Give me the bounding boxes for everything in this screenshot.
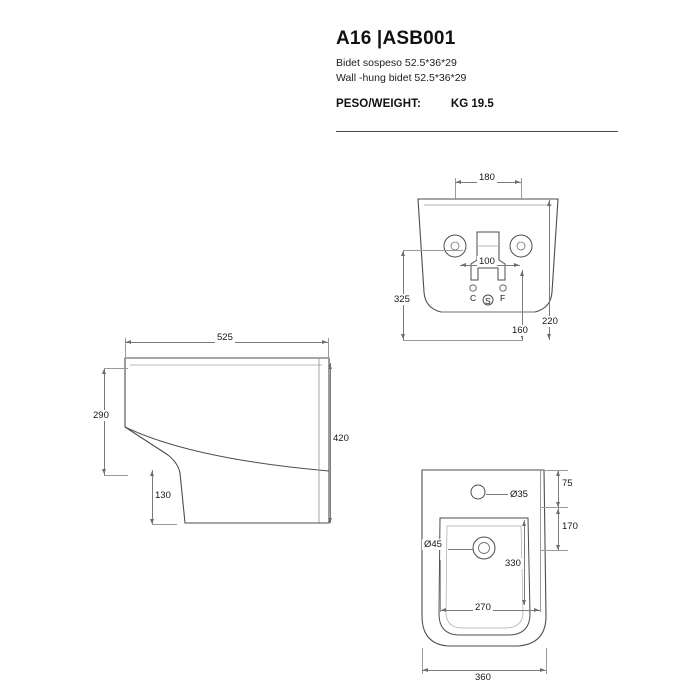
side-width-525: 525	[217, 332, 233, 343]
side-height-290: 290	[93, 410, 109, 421]
front-ext-325-bottom	[403, 340, 523, 341]
top-offset-170: 170	[562, 521, 578, 532]
front-dim-100-arrow-left	[461, 263, 466, 267]
subtitle-italian: Bidet sospeso 52.5*36*29	[336, 57, 457, 69]
front-dim-180-arrow-right	[515, 180, 520, 184]
page-title: A16 |ASB001	[336, 28, 456, 49]
weight-label: PESO/WEIGHT:	[336, 98, 421, 111]
side-dim-420-arrow-down	[328, 518, 332, 523]
side-height-420: 420	[333, 433, 349, 444]
top-ext-360-right	[546, 648, 547, 674]
top-ext-170-bottom	[540, 550, 568, 551]
front-ext-325-top	[403, 250, 463, 251]
front-width-180: 180	[479, 172, 495, 183]
weight-value: KG 19.5	[450, 98, 494, 111]
top-width-360: 360	[475, 672, 491, 683]
header-divider	[336, 131, 618, 132]
top-hole-d45: Ø45	[424, 539, 442, 550]
top-ext-270-left	[440, 560, 441, 612]
front-dim-325-arrow-up	[401, 251, 405, 256]
top-dim-170-arrow-up	[556, 509, 560, 514]
top-inner-270: 270	[475, 602, 491, 613]
marker-s: S	[485, 296, 491, 306]
front-depth-160: 160	[512, 325, 528, 336]
top-length-330: 330	[505, 558, 521, 569]
top-hole-d35: Ø35	[510, 489, 528, 500]
top-dim-270-arrow-left	[441, 608, 446, 612]
front-height-220: 220	[542, 316, 558, 327]
side-ext-290-top	[104, 368, 128, 369]
front-dim-100-arrow-right	[514, 263, 519, 267]
top-ext-75-top	[540, 470, 568, 471]
side-dim-525-arrow-left	[126, 340, 131, 344]
side-dim-420-arrow-up	[328, 364, 332, 369]
product-header	[336, 28, 676, 110]
top-ext-75-bottom	[540, 507, 568, 508]
front-dim-160-arrow-up	[520, 271, 524, 276]
top-dim-330-line	[524, 520, 525, 605]
front-dim-220-arrow-up	[547, 201, 551, 206]
side-ext-290-bottom	[104, 475, 128, 476]
marker-c: C	[470, 293, 477, 303]
side-dim-130-arrow-up	[150, 471, 154, 476]
side-ext-right-525	[328, 338, 329, 364]
top-leader-d35	[486, 494, 508, 495]
top-dim-360-arrow-left	[423, 668, 428, 672]
side-dim-525-arrow-right	[322, 340, 327, 344]
front-ext-right-180	[521, 178, 522, 200]
front-height-325: 325	[394, 294, 410, 305]
marker-f: F	[500, 293, 506, 303]
side-dim-290-arrow-up	[102, 369, 106, 374]
top-dim-330-arrow-down	[522, 600, 526, 605]
side-dim-290-arrow-down	[102, 469, 106, 474]
front-dim-220-arrow-down	[547, 334, 551, 339]
subtitle-english: Wall -hung bidet 52.5*36*29	[336, 72, 467, 85]
top-dim-75-arrow-up	[556, 471, 560, 476]
front-dim-180-arrow-left	[456, 180, 461, 184]
top-dim-170-line	[558, 508, 559, 550]
top-dim-360-arrow-right	[540, 668, 545, 672]
top-dim-270-arrow-right	[534, 608, 539, 612]
side-view	[122, 355, 342, 530]
top-dim-360-line	[422, 670, 546, 671]
front-inner-100: 100	[479, 256, 495, 267]
weight-row	[336, 98, 676, 110]
top-dim-330-arrow-up	[522, 521, 526, 526]
top-ext-270-right	[540, 470, 541, 612]
side-ext-130-bottom	[152, 524, 177, 525]
top-offset-75: 75	[562, 478, 573, 489]
front-dim-325-arrow-down	[401, 334, 405, 339]
top-leader-d45	[448, 549, 474, 550]
side-dim-290-line	[104, 368, 105, 475]
side-height-130: 130	[155, 490, 171, 501]
